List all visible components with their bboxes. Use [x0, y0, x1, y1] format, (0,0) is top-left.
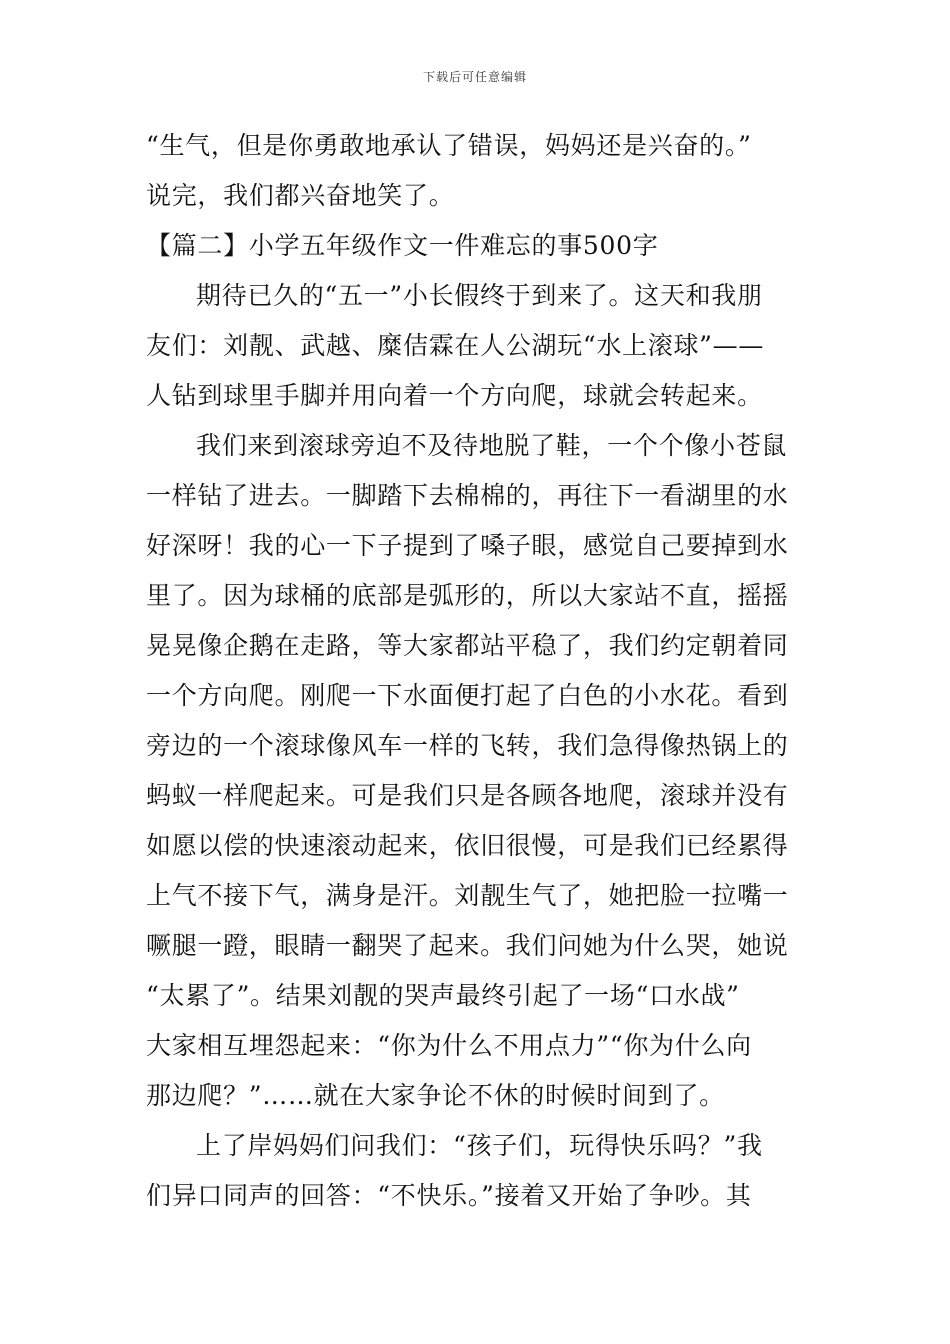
text-line: 一样钻了进去。一脚踏下去棉棉的，再往下一看湖里的水 — [146, 481, 789, 510]
text-line: 说完，我们都兴奋地笑了。 — [146, 181, 455, 210]
text-line: 晃晃像企鹅在走路，等大家都站平稳了，我们约定朝着同 — [146, 631, 789, 660]
text-line: 好深呀！我的心一下子提到了嗓子眼，感觉自己要掉到水 — [146, 531, 789, 560]
text-line: “太累了”。结果刘靓的哭声最终引起了一场“口水战” — [146, 981, 740, 1010]
text-line: 人钻到球里手脚并用向着一个方向爬，球就会转起来。 — [146, 381, 763, 410]
text-line: 期待已久的“五一”小长假终于到来了。这天和我朋 — [196, 281, 763, 310]
text-line: 大家相互埋怨起来：“你为什么不用点力”“你为什么向 — [146, 1031, 752, 1060]
text-line: “生气，但是你勇敢地承认了错误，妈妈还是兴奋的。” — [146, 131, 752, 160]
text-line: 我们来到滚球旁迫不及待地脱了鞋，一个个像小苍鼠 — [196, 431, 788, 460]
text-line: 如愿以偿的快速滚动起来，依旧很慢，可是我们已经累得 — [146, 831, 789, 860]
page-header-note: 下载后可任意编辑 — [422, 70, 527, 84]
text-line: 友们：刘靓、武越、糜佶霖在人公湖玩“水上滚球”—— — [146, 331, 765, 360]
text-line: 上了岸妈妈们问我们：“孩子们，玩得快乐吗？”我 — [196, 1131, 763, 1160]
text-line: 那边爬？”……就在大家争论不休的时候时间到了。 — [146, 1081, 725, 1110]
text-line: 里了。因为球桶的底部是弧形的，所以大家站不直，摇摇 — [146, 581, 789, 610]
text-line: 旁边的一个滚球像风车一样的飞转，我们急得像热锅上的 — [146, 731, 789, 760]
text-line: 一个方向爬。刚爬一下水面便打起了白色的小水花。看到 — [146, 681, 789, 710]
text-line: 上气不接下气，满身是汗。刘靓生气了，她把脸一拉嘴一 — [146, 881, 789, 910]
text-line: 蚂蚁一样爬起来。可是我们只是各顾各地爬，滚球并没有 — [146, 781, 789, 810]
section-heading: 【篇二】小学五年级作文一件难忘的事500字 — [146, 231, 659, 260]
text-line: 噘腿一蹬，眼睛一翻哭了起来。我们问她为什么哭，她说 — [146, 931, 789, 960]
text-line: 们异口同声的回答：“不快乐。”接着又开始了争吵。其 — [146, 1181, 752, 1210]
